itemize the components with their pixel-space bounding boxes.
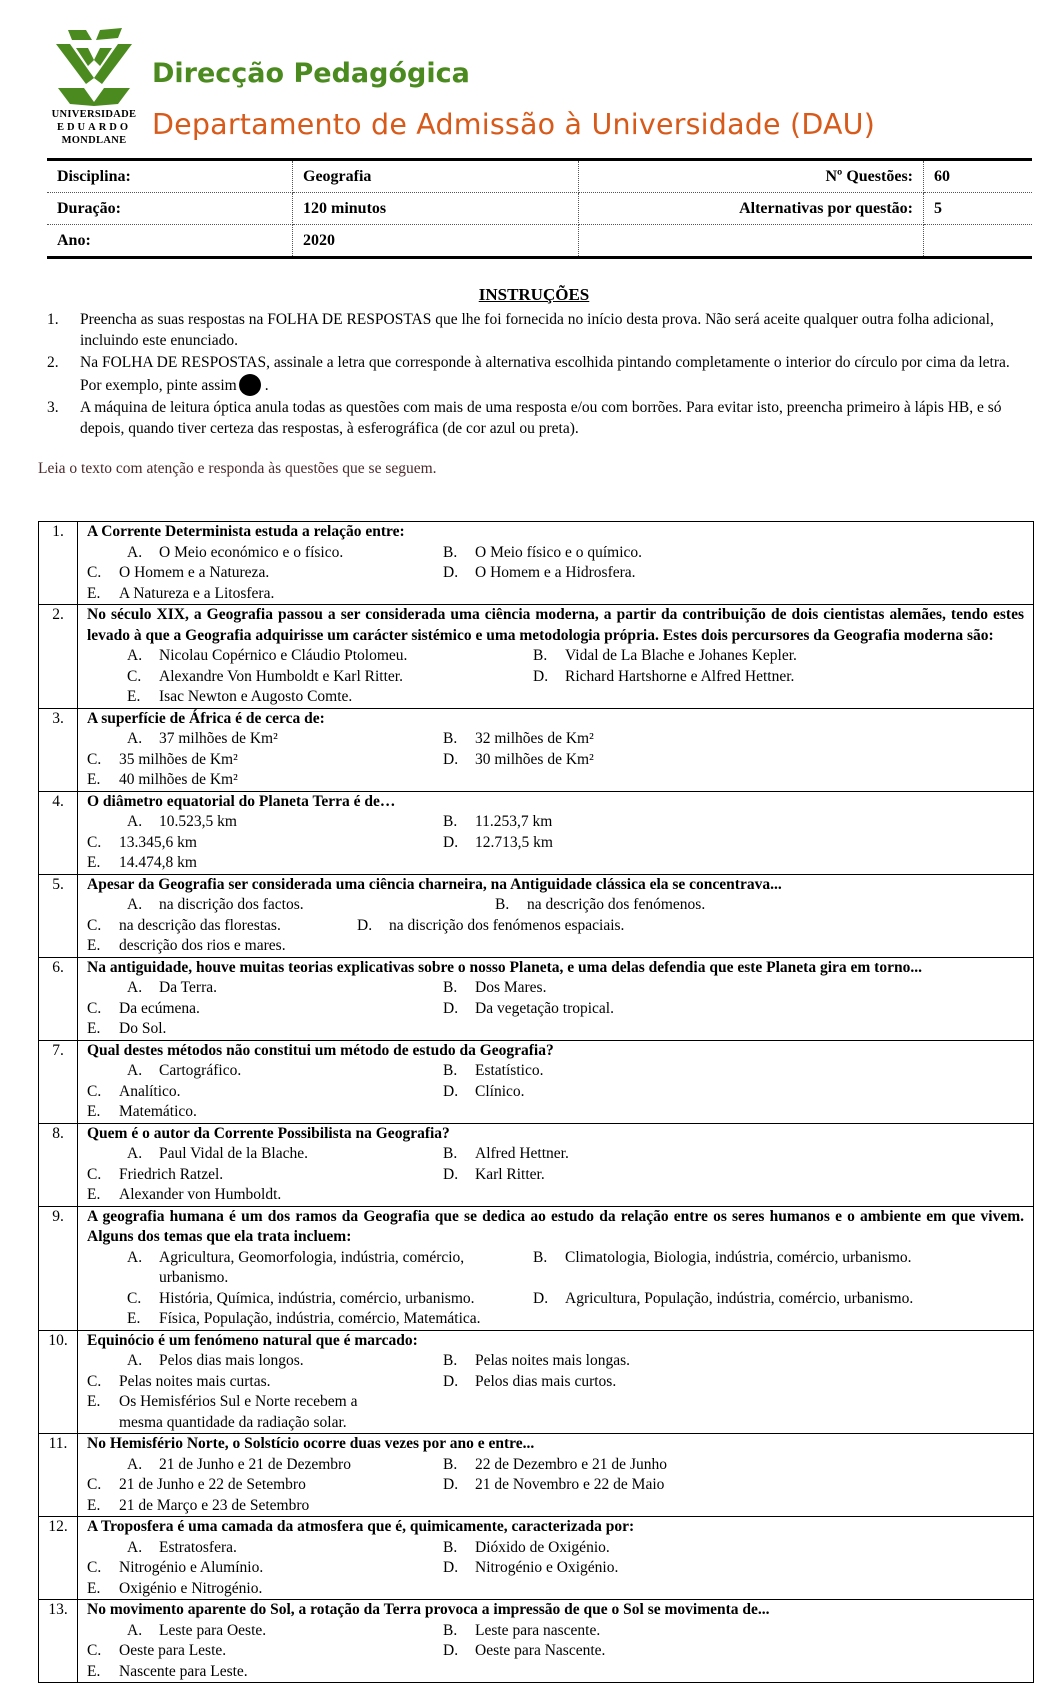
option-letter: A.	[127, 1062, 143, 1079]
question-number: 1.	[39, 522, 78, 605]
option-a	[127, 1538, 443, 1559]
option-text: 10.523,5 km	[159, 813, 237, 830]
option-text: História, Química, indústria, comércio, urbanismo.	[159, 1289, 475, 1307]
option-letter: A.	[127, 1455, 143, 1473]
option-letter: D.	[443, 1476, 459, 1493]
header-title: Direcção Pedagógica	[152, 58, 470, 89]
question-row	[39, 957, 1034, 1040]
option-text: Da ecúmena.	[119, 999, 200, 1017]
question-number: 12.	[39, 1517, 78, 1600]
logo-text	[48, 108, 140, 147]
instruction-text: Na FOLHA DE RESPOSTAS, assinale a letra que corresponde à alternativa escolhida pintando completamente o interior do círculo por cima da letra. Por exemplo, pinte assim	[80, 354, 1010, 394]
option-letter: C.	[87, 1372, 102, 1390]
option-d	[443, 750, 759, 771]
instruction-item: 1. Preencha as suas respostas na FOLHA DE RESPOSTAS que lhe foi fornecida no início desta prova. Não será aceite qualquer outra folha adicional, incluindo este enunciado.	[47, 310, 1022, 351]
option-c	[127, 1289, 533, 1310]
option-letter: A.	[127, 1248, 143, 1266]
option-letter: A.	[127, 979, 143, 996]
option-text: 35 milhões de Km²	[119, 750, 238, 768]
option-letter: C.	[87, 1559, 102, 1576]
option-text: 13.345,6 km	[119, 833, 197, 851]
options	[87, 895, 1024, 957]
question-stem: A geografia humana é um dos ramos da Geografia que se dedica ao estudo da relação entre os seres humanos e o ambiente em que vivem. Alguns dos temas que ela trata incluem:	[87, 1207, 1024, 1245]
option-letter: D.	[443, 1642, 459, 1659]
logo-line: UNIVERSIDADE	[51, 109, 137, 120]
option-letter: A.	[127, 896, 143, 913]
option-b	[495, 895, 797, 916]
option-text: Pelas noites mais curtas.	[119, 1372, 271, 1390]
question-body	[78, 957, 1034, 1040]
question-row	[39, 1330, 1034, 1434]
instruction-text: Preencha as suas respostas na FOLHA DE RESPOSTAS que lhe foi fornecida no início desta prova. Não será aceite qualquer outra folha adicional, incluindo este enunciado.	[80, 311, 994, 349]
option-text: Os Hemisférios Sul e Norte recebem a mesma quantidade da radiação solar.	[119, 1393, 358, 1431]
option-e	[87, 584, 403, 605]
option-d	[443, 1372, 759, 1393]
question-body	[78, 1600, 1034, 1683]
option-text: na discrição dos factos.	[159, 896, 304, 913]
option-text: Matemático.	[119, 1103, 197, 1120]
option-a	[127, 729, 443, 750]
option-c	[87, 563, 403, 584]
option-d	[443, 1082, 759, 1103]
option-text: Pelos dias mais longos.	[159, 1352, 304, 1369]
option-c	[127, 667, 533, 688]
option-letter: E.	[87, 1662, 101, 1680]
option-b	[443, 1351, 759, 1372]
option-a	[127, 543, 443, 564]
options	[87, 1144, 1024, 1206]
option-letter: C.	[87, 833, 102, 851]
option-letter: C.	[87, 1082, 102, 1100]
option-a	[127, 1144, 443, 1165]
option-text: Oxigénio e Nitrogénio.	[119, 1579, 263, 1597]
question-number: 10.	[39, 1330, 78, 1434]
question-number: 4.	[39, 791, 78, 874]
option-a	[127, 812, 443, 833]
option-text: O Meio económico e o físico.	[159, 543, 344, 561]
option-d	[533, 667, 939, 688]
option-c	[87, 1641, 403, 1662]
options	[87, 1455, 1024, 1517]
option-e	[87, 1662, 403, 1683]
option-text: descrição dos rios e mares.	[119, 937, 286, 954]
question-stem: No Hemisfério Norte, o Solstício ocorre duas vezes por ano e entre...	[87, 1435, 535, 1452]
option-letter: A.	[127, 1352, 143, 1369]
option-letter: E.	[87, 584, 101, 602]
question-body	[78, 1517, 1034, 1600]
option-text: Agricultura, População, indústria, comércio, urbanismo.	[565, 1289, 914, 1307]
lead-text: Leia o texto com atenção e responda às questões que se seguem.	[38, 460, 437, 477]
option-letter: D.	[443, 1165, 459, 1183]
option-text: 21 de Junho e 21 de Dezembro	[159, 1455, 351, 1473]
question-number: 9.	[39, 1206, 78, 1330]
options	[87, 1351, 1024, 1433]
option-b	[443, 1061, 759, 1082]
option-text: Friedrich Ratzel.	[119, 1165, 224, 1183]
option-a	[127, 1351, 443, 1372]
option-text: O Homem e a Natureza.	[119, 564, 270, 581]
option-letter: C.	[87, 999, 102, 1017]
instruction-item: 2. Na FOLHA DE RESPOSTAS, assinale a letra que corresponde à alternativa escolhida pintando completamente o interior do círculo por cima da letra. Por exemplo, pinte assim .	[47, 354, 1010, 394]
option-b	[443, 978, 759, 999]
option-a	[127, 646, 533, 667]
option-text: na descrição dos fenómenos.	[527, 896, 706, 913]
instruction-text: A máquina de leitura óptica anula todas as questões com mais de uma resposta e/ou com borrões. Para evitar isto, preencha primeiro à lápis HB, e só depois, quando tiver certeza das respostas, à esferográfica (de cor azul ou preta).	[80, 399, 1002, 437]
question-row	[39, 708, 1034, 791]
option-letter: D.	[443, 833, 459, 851]
option-letter: B.	[443, 543, 458, 561]
question-row	[39, 874, 1034, 957]
option-letter: D.	[533, 667, 549, 685]
question-body	[78, 605, 1034, 709]
option-letter: D.	[533, 1289, 549, 1307]
option-letter: D.	[357, 916, 373, 934]
question-stem: O diâmetro equatorial do Planeta Terra é de…	[87, 792, 396, 810]
question-stem: Qual destes métodos não constitui um método de estudo da Geografia?	[87, 1041, 554, 1059]
option-text: Pelos dias mais curtos.	[475, 1372, 617, 1390]
option-text: Analítico.	[119, 1082, 181, 1100]
option-d	[443, 1165, 759, 1186]
ano-value: 2020	[293, 225, 579, 258]
option-letter: A.	[127, 1538, 143, 1556]
option-letter: E.	[87, 937, 101, 954]
option-b	[443, 1455, 759, 1476]
option-letter: B.	[443, 1621, 458, 1639]
option-c	[87, 1165, 403, 1186]
option-text: Do Sol.	[119, 1020, 167, 1037]
option-c	[87, 1082, 403, 1103]
question-stem: Na antiguidade, houve muitas teorias explicativas sobre o nosso Planeta, e uma delas defendia que este Planeta gira em torno...	[87, 958, 922, 976]
options	[87, 978, 1024, 1040]
question-body	[78, 1123, 1034, 1206]
option-letter: A.	[127, 1621, 143, 1639]
options	[87, 1621, 1024, 1683]
option-letter: E.	[87, 771, 101, 788]
option-letter: D.	[443, 1082, 459, 1100]
question-row	[39, 791, 1034, 874]
empty-cell	[924, 225, 1033, 258]
option-text: 32 milhões de Km²	[475, 730, 594, 747]
option-e	[87, 1185, 403, 1206]
option-text: 12.713,5 km	[475, 833, 553, 851]
option-c	[87, 999, 403, 1020]
option-e	[87, 1579, 403, 1600]
questions-table	[38, 521, 1034, 1683]
question-row	[39, 522, 1034, 605]
question-body	[78, 1434, 1034, 1517]
option-letter: E.	[127, 1310, 141, 1327]
option-a	[127, 895, 495, 916]
question-row	[39, 1206, 1034, 1330]
option-letter: B.	[495, 896, 510, 913]
option-e	[87, 936, 389, 957]
question-row	[39, 605, 1034, 709]
question-number: 3.	[39, 708, 78, 791]
option-text: Clínico.	[475, 1082, 525, 1100]
option-text: 14.474,8 km	[119, 854, 197, 871]
option-e	[127, 687, 533, 708]
option-letter: D.	[443, 750, 459, 768]
ano-label: Ano:	[47, 225, 293, 258]
option-d	[443, 1558, 759, 1579]
option-text: Alexander von Humboldt.	[119, 1186, 282, 1203]
disciplina-value: Geografia	[293, 160, 579, 193]
option-text: Dos Mares.	[475, 979, 547, 996]
options	[87, 543, 1024, 605]
option-letter: B.	[443, 1062, 458, 1079]
option-letter: A.	[127, 647, 143, 664]
option-text: 30 milhões de Km²	[475, 750, 594, 768]
disciplina-label: Disciplina:	[47, 160, 293, 193]
option-text: A Natureza e a Litosfera.	[119, 584, 275, 602]
option-letter: C.	[127, 667, 142, 685]
option-letter: B.	[443, 1352, 458, 1369]
filled-circle-icon	[239, 374, 261, 396]
question-stem: A superfície de África é de cerca de:	[87, 709, 325, 727]
option-letter: E.	[87, 1186, 101, 1203]
option-text: 22 de Dezembro e 21 de Junho	[475, 1455, 667, 1473]
option-text: Oeste para Leste.	[119, 1642, 227, 1659]
option-c	[87, 916, 317, 937]
option-letter: B.	[443, 813, 458, 830]
options	[87, 1061, 1024, 1123]
question-number: 6.	[39, 957, 78, 1040]
question-stem: Apesar da Geografia ser considerada uma ciência charneira, na Antiguidade clássica ela se concentrava...	[87, 875, 782, 893]
option-letter: E.	[87, 1393, 101, 1410]
option-text: 21 de Novembro e 22 de Maio	[475, 1476, 665, 1493]
option-d	[443, 1641, 759, 1662]
question-body	[78, 874, 1034, 957]
option-letter: B.	[443, 730, 458, 747]
option-a	[127, 978, 443, 999]
option-text: na discrição dos fenómenos espaciais.	[389, 916, 625, 934]
question-body	[78, 791, 1034, 874]
option-d	[443, 999, 759, 1020]
option-text: Leste para nascente.	[475, 1621, 601, 1639]
option-text: Estatístico.	[475, 1062, 544, 1079]
instruction-item: 3. A máquina de leitura óptica anula todas as questões com mais de uma resposta e/ou com borrões. Para evitar isto, preencha primeiro à lápis HB, e só depois, quando tiver certeza das respostas, à esferográfica (de cor azul ou preta).	[47, 398, 1022, 439]
option-letter: D.	[443, 1559, 459, 1576]
option-text: Da Terra.	[159, 979, 218, 996]
question-number: 13.	[39, 1600, 78, 1683]
option-letter: E.	[87, 1103, 101, 1120]
option-c	[87, 1558, 403, 1579]
exam-info-table	[47, 158, 1032, 259]
option-text: Nitrogénio e Oxigénio.	[475, 1559, 619, 1576]
option-text: Estratosfera.	[159, 1538, 237, 1556]
option-text: Alfred Hettner.	[475, 1145, 569, 1162]
option-b	[443, 1538, 759, 1559]
question-row	[39, 1600, 1034, 1683]
option-letter: A.	[127, 730, 143, 747]
option-text: Climatologia, Biologia, indústria, comércio, urbanismo.	[565, 1248, 912, 1266]
option-e	[87, 1392, 403, 1433]
questoes-value: 60	[924, 160, 1033, 193]
option-letter: B.	[443, 1538, 458, 1556]
option-text: 40 milhões de Km²	[119, 771, 238, 788]
option-text: Pelas noites mais longas.	[475, 1352, 630, 1369]
question-row	[39, 1434, 1034, 1517]
question-stem: Quem é o autor da Corrente Possibilista na Geografia?	[87, 1124, 450, 1142]
option-b	[443, 1621, 759, 1642]
option-e	[87, 1019, 403, 1040]
option-letter: C.	[87, 564, 102, 581]
option-c	[87, 1475, 403, 1496]
question-number: 5.	[39, 874, 78, 957]
option-letter: E.	[87, 854, 101, 871]
question-number: 8.	[39, 1123, 78, 1206]
options	[87, 729, 1024, 791]
option-d	[443, 833, 759, 854]
duracao-label: Duração:	[47, 193, 293, 225]
option-b	[533, 646, 939, 667]
option-b	[443, 543, 759, 564]
question-body	[78, 708, 1034, 791]
option-e	[87, 770, 403, 791]
option-letter: B.	[443, 1145, 458, 1162]
question-body	[78, 1206, 1034, 1330]
option-text: Física, População, indústria, comércio, Matemática.	[159, 1310, 481, 1327]
option-b	[443, 1144, 759, 1165]
duracao-value: 120 minutos	[293, 193, 579, 225]
option-e	[87, 1496, 403, 1517]
option-text: O Homem e a Hidrosfera.	[475, 564, 636, 581]
options	[87, 1248, 1024, 1330]
option-letter: C.	[87, 916, 102, 934]
option-d	[533, 1289, 939, 1310]
option-letter: C.	[127, 1289, 142, 1307]
option-letter: A.	[127, 543, 143, 561]
option-text: Nitrogénio e Alumínio.	[119, 1559, 264, 1576]
option-letter: B.	[443, 1455, 458, 1473]
option-c	[87, 1372, 403, 1393]
options	[87, 1538, 1024, 1600]
option-letter: E.	[87, 1496, 101, 1514]
logo-line: EDUARDO	[56, 122, 132, 133]
question-number: 7.	[39, 1040, 78, 1123]
question-number: 2.	[39, 605, 78, 709]
option-letter: A.	[127, 1145, 143, 1162]
question-stem: A Troposfera é uma camada da atmosfera que é, quimicamente, caracterizada por:	[87, 1518, 635, 1535]
option-letter: B.	[533, 647, 548, 664]
question-row	[39, 1517, 1034, 1600]
option-a	[127, 1061, 443, 1082]
option-letter: C.	[87, 1642, 102, 1659]
instructions-title: INSTRUÇÕES	[478, 285, 590, 304]
options	[87, 812, 1024, 874]
questoes-label: Nº Questões:	[579, 160, 924, 193]
instructions-list	[47, 310, 1022, 441]
option-letter: C.	[87, 1165, 102, 1183]
alternativas-label: Alternativas por questão:	[579, 193, 924, 225]
option-d	[443, 1475, 759, 1496]
option-c	[87, 750, 403, 771]
option-a	[127, 1621, 443, 1642]
option-text: Richard Hartshorne e Alfred Hettner.	[565, 667, 795, 685]
empty-cell	[579, 225, 924, 258]
question-body	[78, 1330, 1034, 1434]
option-text: Da vegetação tropical.	[475, 999, 614, 1017]
logo-line: MONDLANE	[61, 135, 127, 146]
option-text: Karl Ritter.	[475, 1165, 545, 1183]
option-text: Nascente para Leste.	[119, 1662, 248, 1680]
option-text: Cartográfico.	[159, 1062, 242, 1079]
option-d	[443, 563, 759, 584]
option-text: Nicolau Copérnico e Cláudio Ptolomeu.	[159, 647, 408, 664]
option-text: 21 de Março e 23 de Setembro	[119, 1496, 310, 1514]
question-row	[39, 1123, 1034, 1206]
options	[87, 646, 1024, 708]
option-e	[87, 1102, 403, 1123]
option-a	[127, 1455, 443, 1476]
option-a	[127, 1248, 533, 1289]
question-number: 11.	[39, 1434, 78, 1517]
option-letter: B.	[443, 979, 458, 996]
option-letter: E.	[87, 1579, 101, 1597]
option-text: Leste para Oeste.	[159, 1621, 267, 1639]
alternativas-value: 5	[924, 193, 1033, 225]
option-text: Dióxido de Oxigénio.	[475, 1538, 610, 1556]
option-b	[443, 812, 759, 833]
option-d	[357, 916, 725, 937]
option-text: 21 de Junho e 22 de Setembro	[119, 1476, 306, 1493]
option-text: O Meio físico e o químico.	[475, 543, 643, 561]
option-text: Vidal de La Blache e Johanes Kepler.	[565, 647, 797, 664]
option-letter: C.	[87, 1476, 102, 1493]
question-stem: A Corrente Determinista estuda a relação entre:	[87, 523, 405, 540]
option-letter: D.	[443, 1372, 459, 1390]
question-stem: No século XIX, a Geografia passou a ser considerada uma ciência moderna, a partir da contribuição de dois cientistas alemães, tendo estes levado à que a Geografia adquirisse um carácter sistémico e uma metodologia própria. Estes dois percursores da Geografia moderna são:	[87, 606, 1024, 644]
header-subtitle: Departamento de Admissão à Universidade (DAU)	[152, 108, 876, 141]
option-e	[87, 853, 403, 874]
option-letter: A.	[127, 813, 143, 830]
option-letter: D.	[443, 564, 459, 581]
question-row	[39, 1040, 1034, 1123]
option-b	[533, 1248, 939, 1289]
option-text: Isac Newton e Augosto Comte.	[159, 688, 353, 705]
option-letter: E.	[87, 1020, 101, 1037]
option-text: Alexandre Von Humboldt e Karl Ritter.	[159, 667, 403, 685]
option-c	[87, 833, 403, 854]
question-body	[78, 1040, 1034, 1123]
option-text: Oeste para Nascente.	[475, 1642, 606, 1659]
option-letter: E.	[127, 688, 141, 705]
option-text: Paul Vidal de la Blache.	[159, 1145, 309, 1162]
question-stem: Equinócio é um fenómeno natural que é marcado:	[87, 1331, 418, 1349]
option-letter: D.	[443, 999, 459, 1017]
option-b	[443, 729, 759, 750]
option-text: 37 milhões de Km²	[159, 730, 278, 747]
option-text: Agricultura, Geomorfologia, indústria, comércio, urbanismo.	[159, 1248, 465, 1286]
question-stem: No movimento aparente do Sol, a rotação da Terra provoca a impressão de que o Sol se movimenta de...	[87, 1601, 770, 1618]
option-e	[127, 1309, 533, 1330]
option-text: 11.253,7 km	[475, 813, 553, 830]
option-letter: C.	[87, 750, 102, 768]
option-text: na descrição das florestas.	[119, 916, 281, 934]
option-letter: B.	[533, 1248, 548, 1266]
question-body	[78, 522, 1034, 605]
